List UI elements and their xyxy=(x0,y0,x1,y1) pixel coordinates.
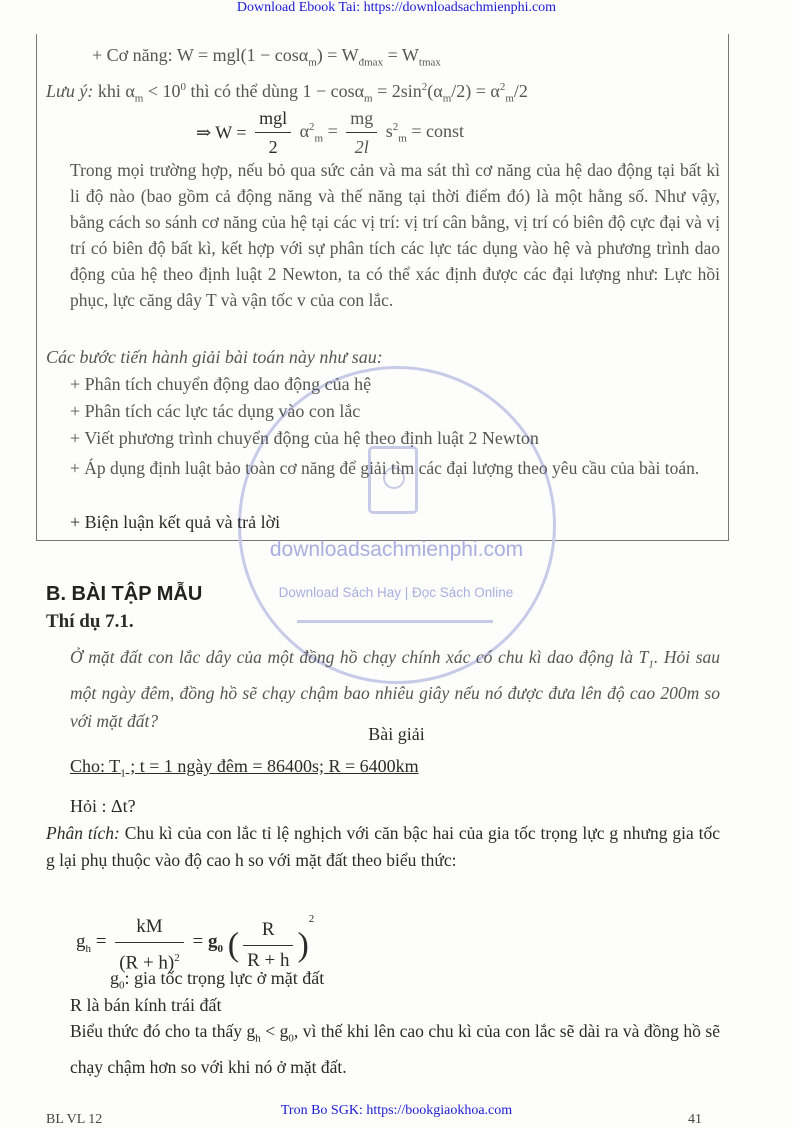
step-2: + Phân tích các lực tác dụng vào con lắc xyxy=(70,401,361,421)
problem-statement: Ở mặt đất con lắc dây của một đồng hồ chạy chính xác có chu kì dao động là $T_1$. Hỏi sau một ngày đêm, đồng hồ sẽ chạy chậm bao nhiêu giây nếu nó được đưa lên độ cao 200m so với mặt đất? xyxy=(70,647,721,731)
ask-line: Hỏi : Δt? xyxy=(70,796,136,816)
energy-formula: ⇒ W = $\frac{\text{mgl}}{2}$ $\alpha^2_m$ = $\frac{mg}{2l}$ $s^2_m$ = const xyxy=(196,104,464,161)
analysis-paragraph: Phân tích: Chu kì của con lắc tỉ lệ nghịch với căn bậc hai của gia tốc trọng lực g nhưng gia tốc g lại phụ thuộc vào độ cao h so với mặt đất theo biểu thức: xyxy=(46,823,720,870)
gravity-formula: $g_h$ = $\frac{kM}{(R + h)^2}$ = $g_0$ ( $\frac{R}{R + h}$ )$^2$ xyxy=(76,913,315,974)
steps-title: Các bước tiến hành giải bài toán này như sau: xyxy=(46,347,383,367)
step-1: + Phân tích chuyển động dao động của hệ xyxy=(70,374,372,394)
watermark-site: downloadsachmienphi.com xyxy=(269,538,524,561)
step-5: + Biện luận kết quả và trả lời xyxy=(70,512,281,532)
note-line: Lưu ý: khi $\alpha_m < 10^0$ thì có thể dùng $1 - \cos\alpha_m = 2\sin^2(\alpha_m/2) = \alpha^2_m/2$ xyxy=(46,81,528,105)
box-border-right xyxy=(728,34,729,540)
step-3: + Viết phương trình chuyển động của hệ theo định luật 2 Newton xyxy=(70,428,539,448)
example-title: Thí dụ 7.1. xyxy=(46,611,134,632)
def-g0: $g_0$: gia tốc trọng lực ở mặt đất xyxy=(110,968,325,992)
conclusion-paragraph: Biểu thức đó cho ta thấy $g_h < g_0$, vì thế khi lên cao chu kì của con lắc sẽ dài ra và đồng hồ sẽ chạy chậm hơn so với khi nó ở mặt đất. xyxy=(70,1021,720,1077)
box-paragraph: Trong mọi trường hợp, nếu bỏ qua sức cản và ma sát thì cơ năng của hệ dao động tại bất kì li độ nào (bao gồm cả động năng và thế năng tại thời điểm đó) là một hằng số. Như vậy, bằng cách so sánh cơ năng của hệ tại các vị trí: vị trí cân bằng, vị trí có biên độ cực đại và vị trí có biên độ bất kì, kết hợp với sự phân tích các lực tác dụng vào hệ và phương trình dao động của hệ theo định luật 2 Newton, ta có thể xác định được các đại lượng như: Lực hồi phục, lực căng dây T và vận tốc v của con lắc. xyxy=(70,160,720,310)
section-title: B. BÀI TẬP MẪU xyxy=(46,583,203,605)
footer-link[interactable]: Tron Bo SGK: https://bookgiaokhoa.com xyxy=(280,1103,513,1118)
energy-line: + Cơ năng: $W = mgl(1 - \cos\alpha_m) = W_{đmax} = W_{tmax}$ xyxy=(92,45,441,69)
box-border-left xyxy=(36,34,37,540)
def-R: R là bán kính trái đất xyxy=(70,995,222,1015)
solution-heading: Bài giải xyxy=(368,724,425,744)
given-line: Cho: $T_1$ ; t = 1 ngày đêm = 86400s; R = 6400km xyxy=(70,756,419,780)
page-footer-book-code: BL VL 12 xyxy=(46,1112,103,1127)
watermark-bar xyxy=(297,620,493,623)
step-4: + Áp dụng định luật bảo toàn cơ năng để giải tìm các đại lượng theo yêu cầu của bài toán. xyxy=(70,458,700,478)
header-download-link[interactable]: Download Ebook Tai: https://downloadsachmienphi.com xyxy=(236,0,557,15)
watermark-tagline: Download Sách Hay | Đọc Sách Online xyxy=(278,585,514,600)
page-number: 41 xyxy=(688,1112,702,1127)
